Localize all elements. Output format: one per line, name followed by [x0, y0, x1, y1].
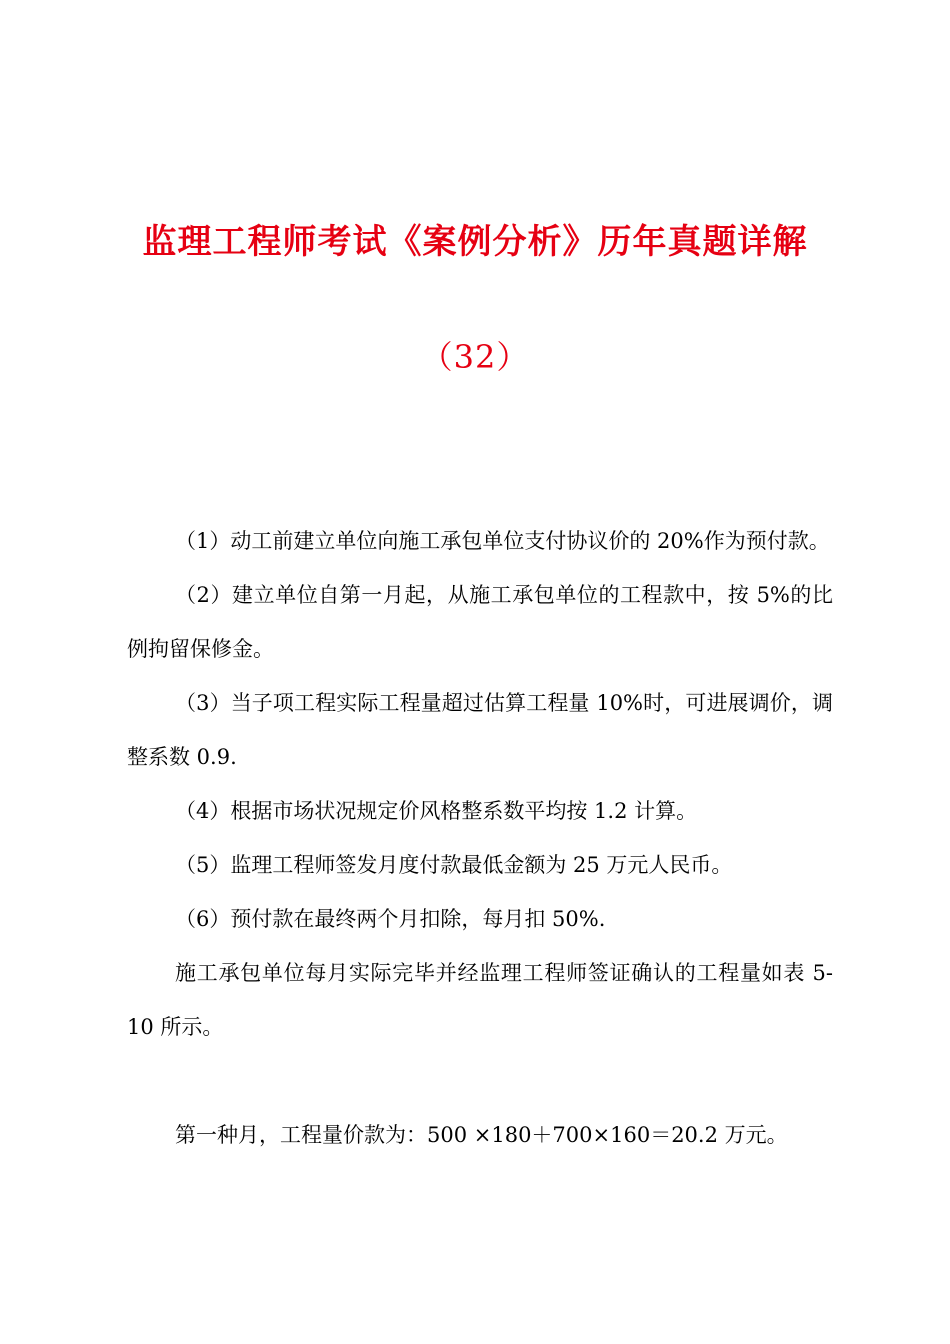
- paragraph-3: （3）当子项工程实际工程量超过估算工程量 10%时，可进展调价，调整系数 0.9.: [127, 691, 833, 769]
- paragraph-spacer: [127, 1054, 833, 1108]
- document-title-number: （32）: [420, 338, 530, 376]
- paragraph-2: （2）建立单位自第一月起，从施工承包单位的工程款中，按 5%的比例拘留保修金。: [127, 583, 833, 661]
- document-body: [127, 514, 833, 1162]
- paragraph-4: （4）根据市场状况规定价风格整系数平均按 1.2 计算。: [175, 799, 698, 823]
- paragraph-1: （1）动工前建立单位向施工承包单位支付协议价的 20%作为预付款。: [175, 529, 830, 553]
- paragraph-5: （5）监理工程师签发月度付款最低金额为 25 万元人民币。: [175, 853, 733, 877]
- paragraph-final: 第一种月，工程量价款为：500 ×180＋700×160＝20.2 万元。: [175, 1123, 788, 1147]
- paragraph-6: （6）预付款在最终两个月扣除，每月扣 50%.: [175, 907, 606, 931]
- paragraph-7: 施工承包单位每月实际完毕并经监理工程师签证确认的工程量如表 5-10 所示。: [127, 961, 833, 1039]
- document-title: 监理工程师考试《案例分析》历年真题详解: [142, 222, 808, 262]
